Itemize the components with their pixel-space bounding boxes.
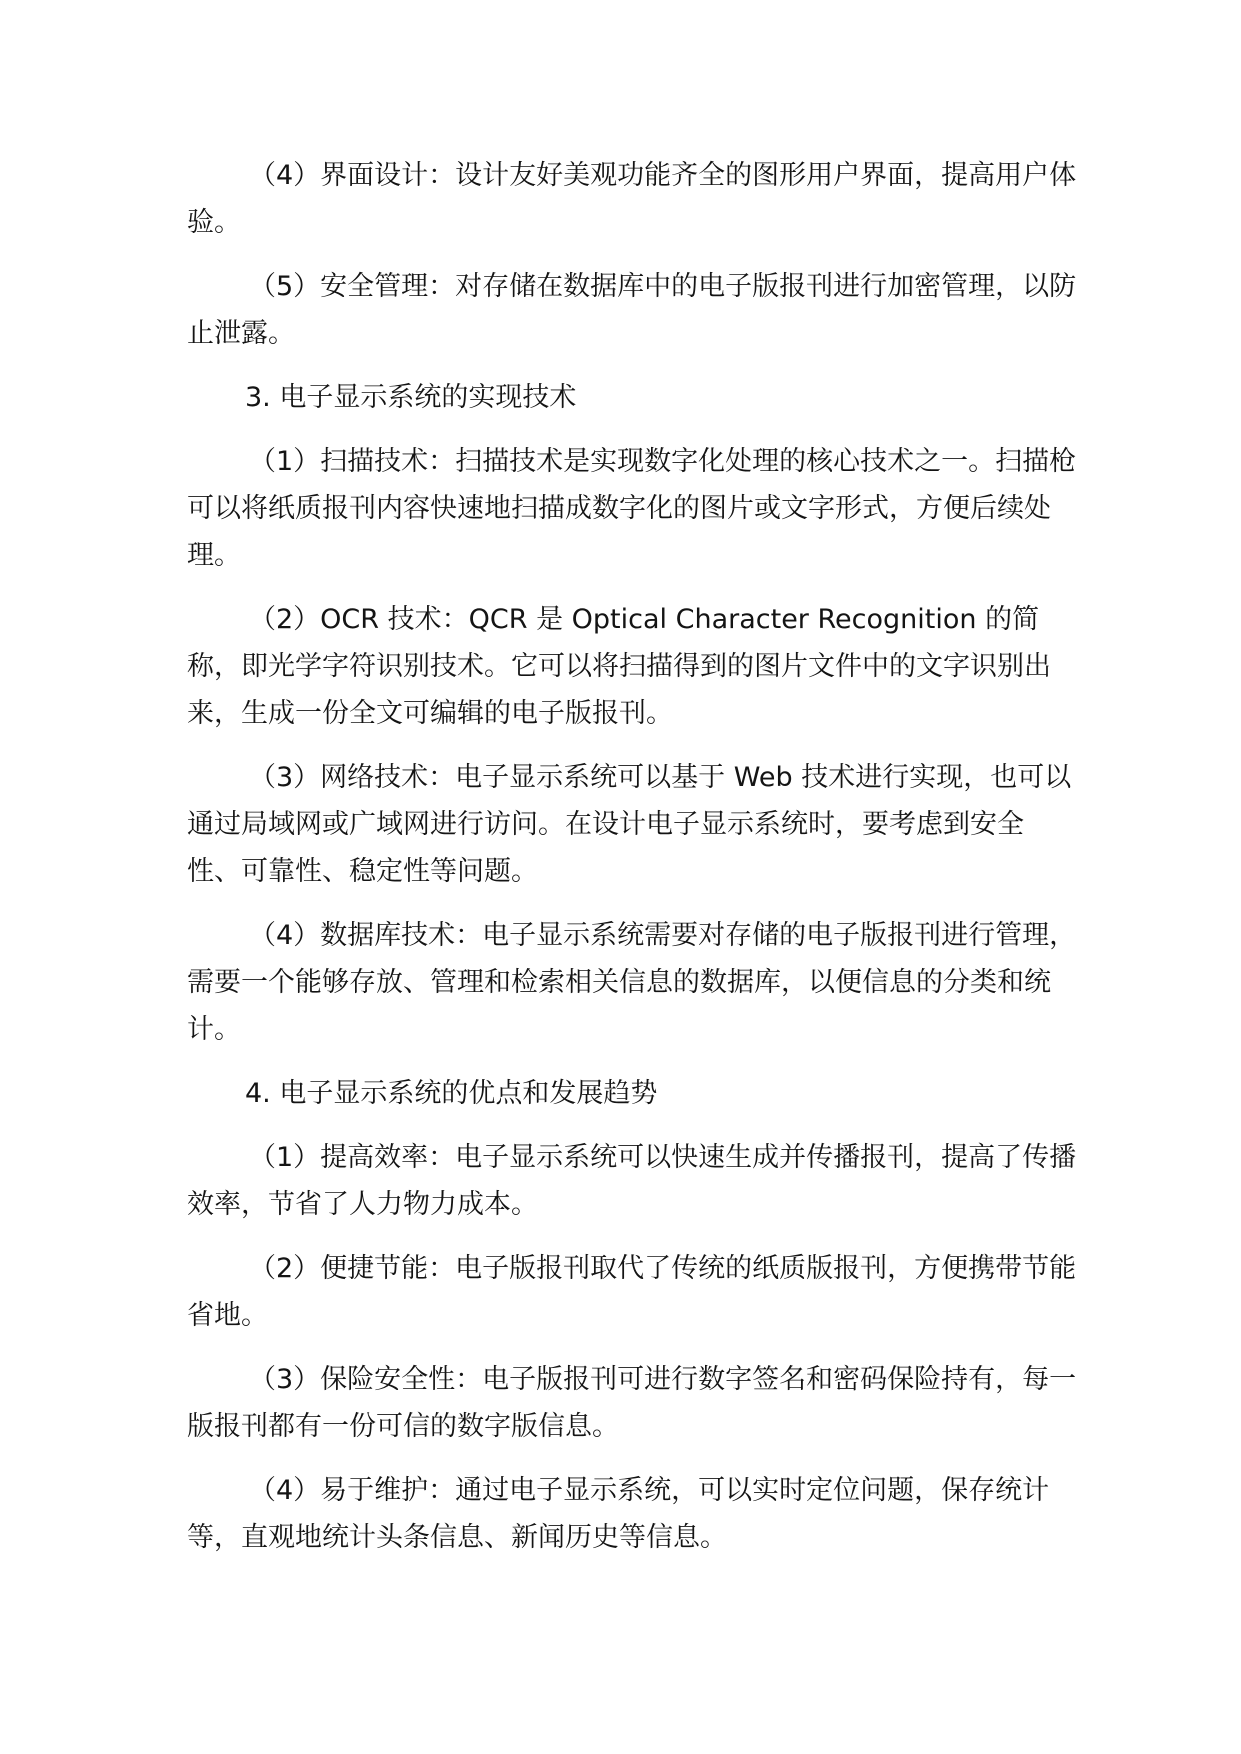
paragraph-ocr-technology: （2）OCR 技术：QCR 是 Optical Character Recognition 的简称，即光学字符识别技术。它可以将扫描得到的图片文件中的文字识别出来，生成一份全文可编辑的电子版报刊。	[187, 604, 1051, 729]
paragraph-database-technology: （4）数据库技术：电子显示系统需要对存储的电子版报刊进行管理，需要一个能够存放、管理和检索相关信息的数据库，以便信息的分类和统计。	[187, 920, 1077, 1045]
paragraph-interface-design: （4）界面设计：设计友好美观功能齐全的图形用户界面，提高用户体验。	[187, 160, 1077, 238]
paragraph-convenience: （2）便捷节能：电子版报刊取代了传统的纸质版报刊，方便携带节能省地。	[187, 1253, 1077, 1331]
paragraph-network-technology: （3）网络技术：电子显示系统可以基于 Web 技术进行实现，也可以通过局域网或广域网进行访问。在设计电子显示系统时，要考虑到安全性、可靠性、稳定性等问题。	[187, 762, 1072, 887]
paragraph-security: （3）保险安全性：电子版报刊可进行数字签名和密码保险持有，每一版报刊都有一份可信的数字版信息。	[187, 1364, 1077, 1442]
section-heading-implementation: 3. 电子显示系统的实现技术	[245, 382, 577, 413]
paragraph-efficiency: （1）提高效率：电子显示系统可以快速生成并传播报刊，提高了传播效率，节省了人力物力成本。	[187, 1142, 1077, 1220]
paragraph-maintenance: （4）易于维护：通过电子显示系统，可以实时定位问题，保存统计等，直观地统计头条信息、新闻历史等信息。	[187, 1475, 1050, 1553]
document-body	[187, 152, 1077, 1578]
section-heading-advantages: 4. 电子显示系统的优点和发展趋势	[245, 1078, 658, 1109]
paragraph-scanning-technology: （1）扫描技术：扫描技术是实现数字化处理的核心技术之一。扫描枪可以将纸质报刊内容快速地扫描成数字化的图片或文字形式，方便后续处理。	[187, 446, 1077, 571]
paragraph-security-management: （5）安全管理：对存储在数据库中的电子版报刊进行加密管理，以防止泄露。	[187, 271, 1077, 349]
